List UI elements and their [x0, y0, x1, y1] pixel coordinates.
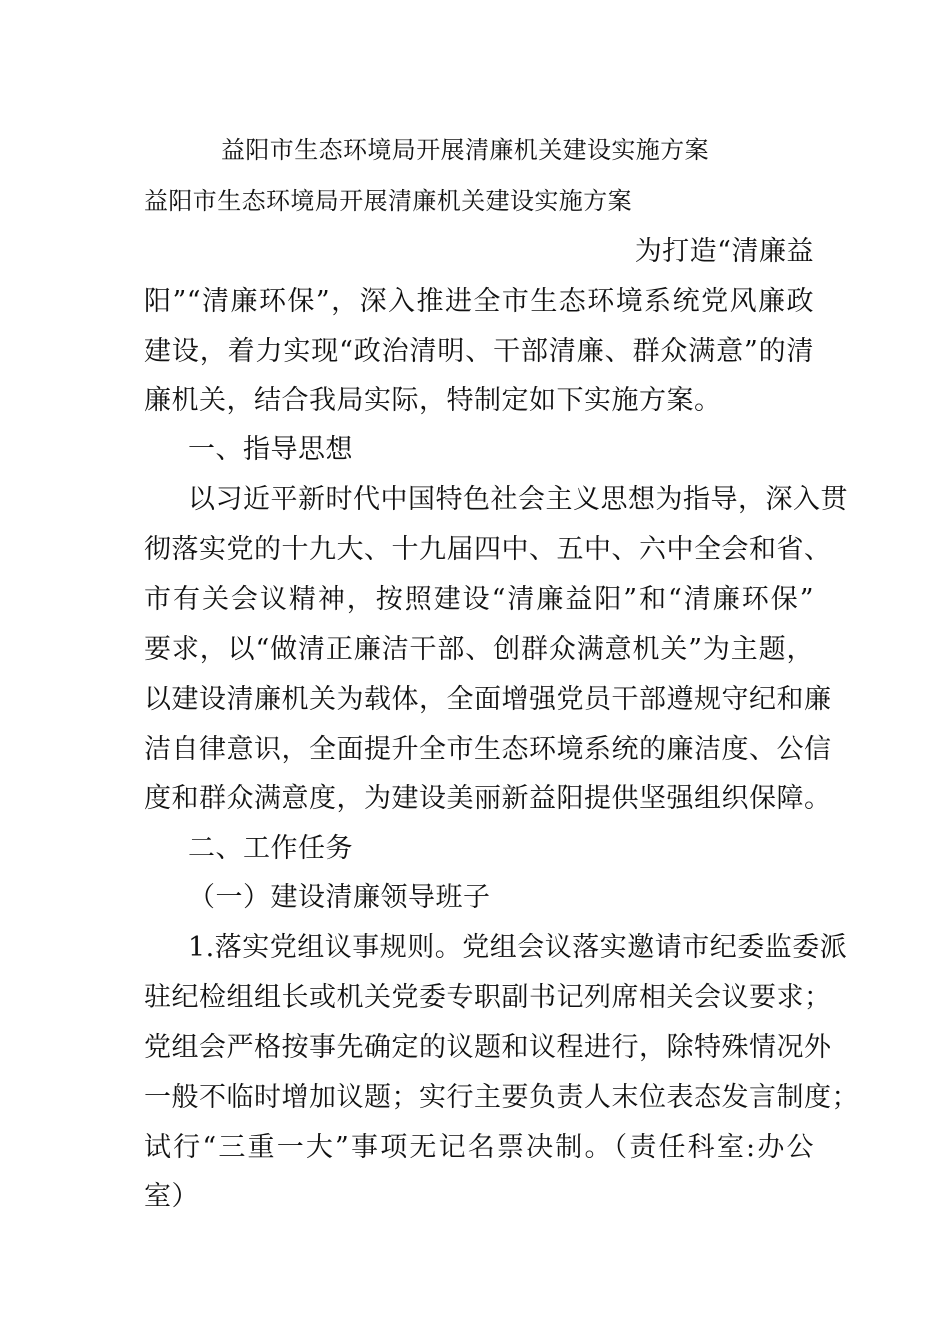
- item1-line-2: 驻纪检组组长或机关党委专职副书记列席相关会议要求；: [144, 982, 832, 1013]
- item1-line-3: 党组会严格按事先确定的议题和议程进行，除特殊情况外: [144, 1032, 832, 1063]
- item1-line-1: 1.落实党组议事规则。党组会议落实邀请市纪委监委派: [188, 932, 848, 963]
- section1-line-7: 度和群众满意度，为建设美丽新益阳提供坚强组织保障。: [144, 783, 832, 814]
- subsection-heading-leadership: （一）建设清廉领导班子: [188, 882, 491, 913]
- intro-line-2: 阳”“清廉环保”，深入推进全市生态环境系统党风廉政: [144, 286, 814, 317]
- intro-line-4: 廉机关，结合我局实际，特制定如下实施方案。: [144, 385, 722, 416]
- item1-line-5: 试行“三重一大”事项无记名票决制。（责任科室:办公: [144, 1132, 814, 1163]
- section1-line-2: 彻落实党的十九大、十九届四中、五中、六中全会和省、: [144, 534, 832, 565]
- section1-line-4: 要求，以“做清正廉洁干部、创群众满意机关”为主题，: [144, 634, 814, 665]
- item1-line-4: 一般不临时增加议题；实行主要负责人末位表态发言制度；: [144, 1082, 859, 1113]
- intro-line-1: 为打造“清廉益: [634, 236, 814, 267]
- intro-line-3: 建设，着力实现“政治清明、干部清廉、群众满意”的清: [144, 336, 814, 367]
- item1-line-6: 室）: [144, 1181, 199, 1212]
- section-heading-work-tasks: 二、工作任务: [188, 833, 353, 864]
- section1-line-6: 洁自律意识，全面提升全市生态环境系统的廉洁度、公信: [144, 734, 832, 765]
- section-heading-guiding-thought: 一、指导思想: [188, 434, 353, 465]
- document-subtitle: 益阳市生态环境局开展清廉机关建设实施方案: [144, 187, 632, 215]
- section1-line-5: 以建设清廉机关为载体，全面增强党员干部遵规守纪和廉: [144, 684, 832, 715]
- section1-line-1: 以习近平新时代中国特色社会主义思想为指导，深入贯: [188, 484, 848, 515]
- document-title: 益阳市生态环境局开展清廉机关建设实施方案: [221, 136, 709, 164]
- section1-line-3: 市有关会议精神，按照建设“清廉益阳”和“清廉环保”: [144, 584, 814, 615]
